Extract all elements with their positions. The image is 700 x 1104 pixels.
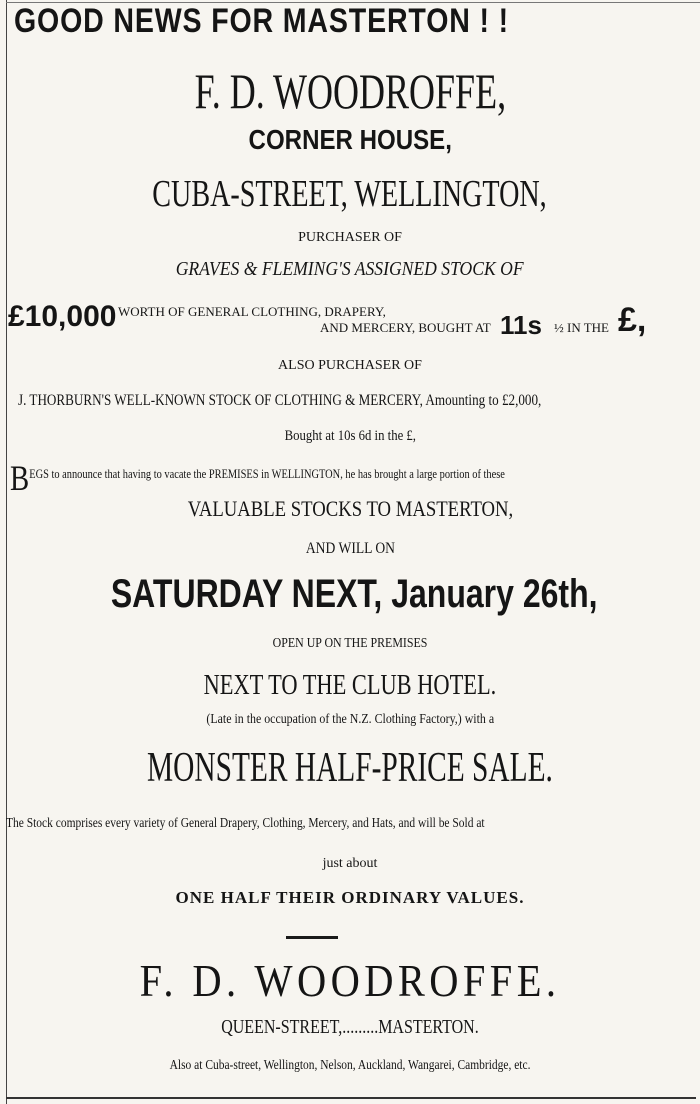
corner-house <box>0 124 700 156</box>
and-will-on-text: AND WILL ON <box>305 540 395 557</box>
one-half-values <box>0 888 700 908</box>
monster-sale <box>0 744 700 792</box>
valuable-stocks-text: VALUABLE STOCKS TO MASTERTON, <box>187 496 513 521</box>
proprietor-name-text: F. D. WOODROFFE, <box>194 63 506 119</box>
amount-figure: £10,000 <box>8 300 117 333</box>
begs-text: EGS to announce that having to vacate the PREMISES in WELLINGTON, he has brought a large portion of these <box>29 466 505 481</box>
thorburn-stock <box>18 392 700 410</box>
worth-block <box>8 298 698 344</box>
bought-at-text: Bought at 10s 6d in the £, <box>284 428 416 444</box>
purchaser-of <box>0 230 700 246</box>
proprietor-name <box>0 62 700 120</box>
divider-rule <box>286 936 338 939</box>
queen-street-address <box>0 1016 700 1039</box>
one-half-values-text: ONE HALF THEIR ORDINARY VALUES. <box>175 888 525 907</box>
worth-line-2: AND MERCERY, BOUGHT AT <box>320 320 491 335</box>
purchaser-of-text: PURCHASER OF <box>298 230 402 245</box>
thorburn-stock-text: J. THORBURN'S WELL-KNOWN STOCK OF CLOTHING & MERCERY, Amounting to £2,000, <box>18 392 542 409</box>
price-figure: 11s <box>500 310 542 340</box>
other-branches <box>0 1058 700 1074</box>
pound-sign: £, <box>618 301 647 339</box>
price-fraction: ½ IN THE <box>554 320 610 335</box>
graves-stock-text: GRAVES & FLEMING'S ASSIGNED STOCK OF <box>176 258 524 280</box>
corner-house-text: CORNER HOUSE, <box>248 124 452 155</box>
and-will-on <box>0 540 700 558</box>
stock-comprises-text: The Stock comprises every variety of General Drapery, Clothing, Mercery, and Hats, and will be Sold at <box>6 816 485 831</box>
open-up <box>0 636 700 652</box>
valuable-stocks <box>0 496 700 522</box>
headline <box>14 2 700 41</box>
also-purchaser-text: ALSO PURCHASER OF <box>278 358 422 373</box>
begs-announcement <box>10 458 700 498</box>
other-branches-text: Also at Cuba-street, Wellington, Nelson, Auckland, Wangarei, Cambridge, etc. <box>169 1058 531 1073</box>
bought-at <box>0 428 700 445</box>
bottom-border-rule <box>6 1097 696 1099</box>
sale-date <box>4 572 700 617</box>
just-about-text: just about <box>322 856 378 871</box>
proprietor-footer <box>0 954 700 1007</box>
next-to-club-text: NEXT TO THE CLUB HOTEL. <box>203 670 497 701</box>
graves-stock <box>0 258 700 281</box>
proprietor-footer-text: F. D. WOODROFFE. <box>139 955 561 1006</box>
late-occupation <box>0 712 700 728</box>
address-wellington-text: CUBA-STREET, WELLINGTON, <box>152 173 548 215</box>
stock-comprises <box>6 816 696 832</box>
next-to-club <box>0 670 700 702</box>
drop-cap: B <box>10 458 30 498</box>
worth-line-1: WORTH OF GENERAL CLOTHING, DRAPERY, <box>118 304 386 319</box>
sale-date-text: SATURDAY NEXT, January 26th, <box>110 572 598 616</box>
monster-sale-text: MONSTER HALF-PRICE SALE. <box>147 745 553 791</box>
queen-street-text: QUEEN-STREET,.........MASTERTON. <box>221 1016 479 1038</box>
open-up-text: OPEN UP ON THE PREMISES <box>272 636 428 651</box>
just-about <box>0 856 700 872</box>
headline-text: GOOD NEWS FOR MASTERTON ! ! <box>14 2 509 40</box>
address-wellington <box>0 172 700 216</box>
also-purchaser <box>0 358 700 374</box>
late-occupation-text: (Late in the occupation of the N.Z. Clothing Factory,) with a <box>206 712 494 727</box>
